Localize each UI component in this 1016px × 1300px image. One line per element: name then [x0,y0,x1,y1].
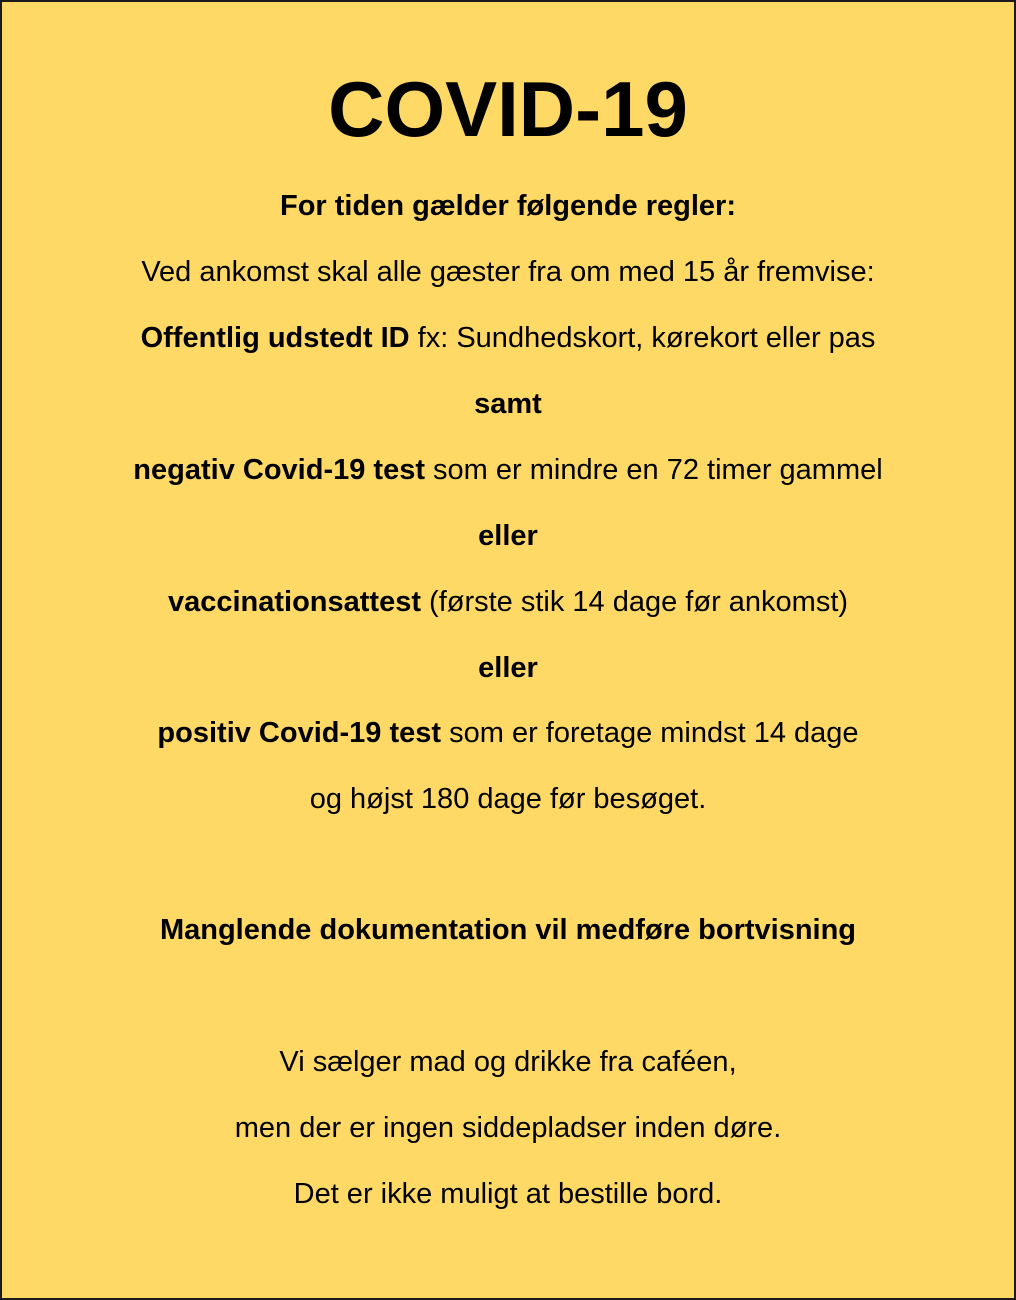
id-requirement [2,320,1014,356]
rules-intro [2,188,1014,224]
conjunction-and-text: samt [474,388,542,420]
id-requirement-bold: Offentlig udstedt ID [140,322,410,354]
id-requirement-rest: fx: Sundhedskort, kørekort eller pas [409,322,876,354]
negative-test-bold: negativ Covid-19 test [133,454,425,486]
vaccination-rest: (første stik 14 dage før ankomst) [420,586,849,618]
positive-test-bold: positiv Covid-19 test [157,717,442,749]
conjunction-or-2-text: eller [478,652,538,684]
vaccination-bold: vaccinationsattest [167,586,421,618]
positive-test-rest: som er foretage mindst 14 dage [441,717,859,749]
conjunction-or-1-text: eller [478,520,538,552]
vaccination-requirement [2,584,1014,620]
conjunction-or-2 [2,650,1014,686]
cafe-info-line-1: Vi sælger mad og drikke fra caféen, [279,1046,737,1078]
positive-test-requirement [2,715,1014,751]
conjunction-and [2,386,1014,422]
rules-intro-text: For tiden gælder følgende regler: [280,190,736,222]
cafe-info-line-2: men der er ingen siddepladser inden døre. [234,1112,782,1144]
arrival-requirement: Ved ankomst skal alle gæster fra om med 15 år fremvise: [141,256,875,288]
cafe-info-line-3: Det er ikke muligt at bestille bord. [293,1178,723,1210]
conjunction-or-1 [2,518,1014,554]
documentation-warning-text: Manglende dokumentation vil medføre bortvisning [159,914,857,946]
documentation-warning [2,912,1014,948]
positive-test-continuation: og højst 180 dage før besøget. [309,783,707,815]
negative-test-rest: som er mindre en 72 timer gammel [424,454,883,486]
negative-test-requirement [2,452,1014,488]
page-title: COVID-19 [328,65,688,153]
